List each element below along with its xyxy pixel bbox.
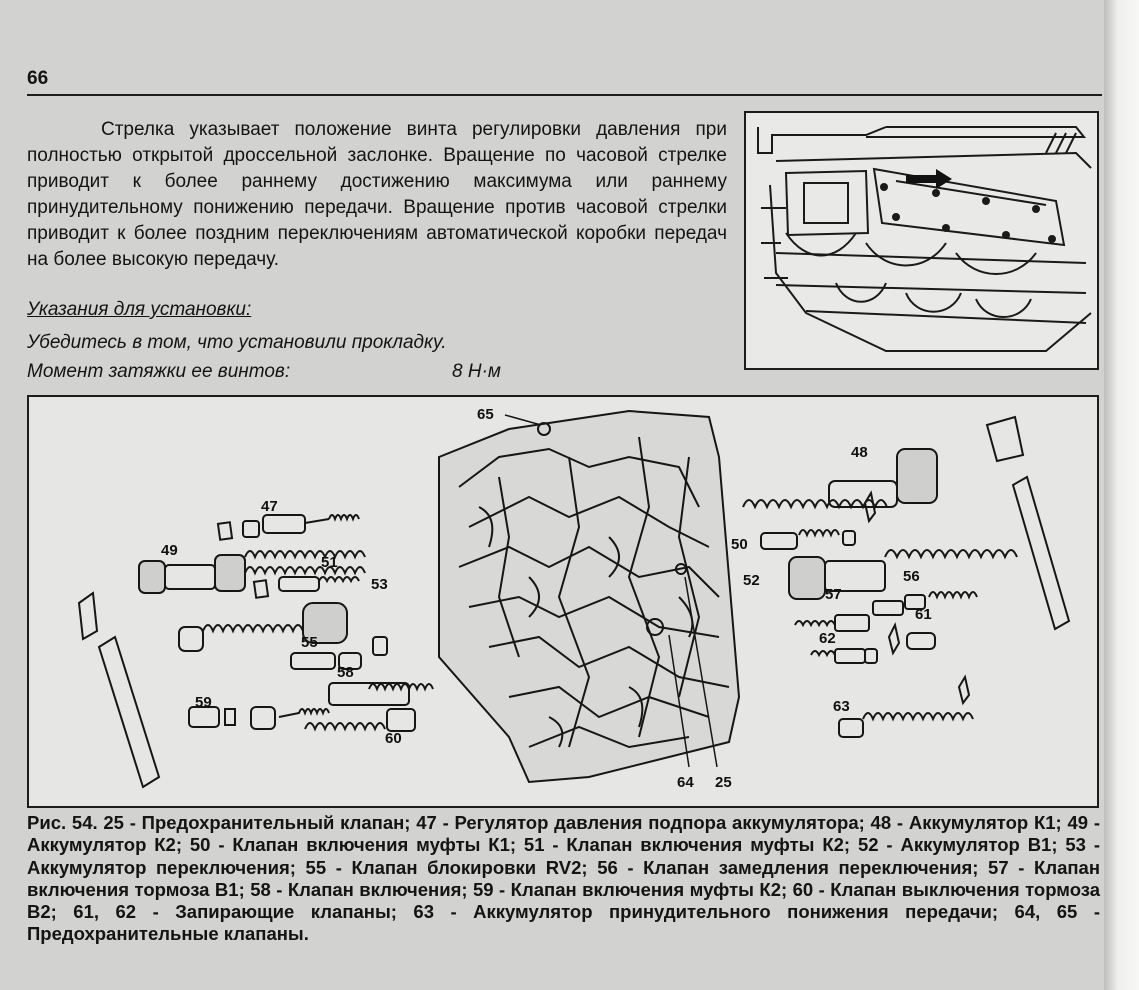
- body-paragraph: [27, 117, 727, 273]
- exploded-valve-diagram-illustration: [29, 397, 1097, 806]
- callout-62: 62: [819, 630, 836, 647]
- callout-53: 53: [371, 576, 388, 593]
- callout-59: 59: [195, 694, 212, 711]
- callout-50: 50: [731, 536, 748, 553]
- valve-body-photo: [744, 111, 1099, 370]
- install-note: Убедитесь в том, что установили прокладку.: [27, 332, 447, 353]
- callout-63: 63: [833, 698, 850, 715]
- valve-body-photo-illustration: [746, 113, 1097, 368]
- callout-55: 55: [301, 634, 318, 651]
- callout-58: 58: [337, 664, 354, 681]
- callout-25: 25: [715, 774, 732, 791]
- body-paragraph-text: Стрелка указывает положение винта регулировки давления при полностью открытой дроссельной заслонке. Вращение по часовой стрелке приводит к более раннему достижению максимума или раннему принудительному понижению передачи. Вращение против часовой стрелки приводит к более поздним переключениям автоматической коробки передач на более высокую передачу.: [27, 119, 727, 270]
- book-binding-edge: [1104, 0, 1139, 990]
- page-number: 66: [27, 68, 49, 89]
- callout-51: 51: [321, 554, 338, 571]
- callout-48: 48: [851, 444, 868, 461]
- callout-64: 64: [677, 774, 694, 791]
- callout-61: 61: [915, 606, 932, 623]
- callout-56: 56: [903, 568, 920, 585]
- callout-57: 57: [825, 586, 842, 603]
- callout-47: 47: [261, 498, 278, 515]
- callout-60: 60: [385, 730, 402, 747]
- callout-52: 52: [743, 572, 760, 589]
- callout-49: 49: [161, 542, 178, 559]
- exploded-valve-diagram: [27, 395, 1099, 808]
- install-heading: Указания для установки:: [27, 299, 252, 320]
- figure-caption: Рис. 54. 25 - Предохранительный клапан; 47 - Регулятор давления подпора аккумулятора; 48 - Аккумулятор К1; 49 - Аккумулятор К2; 50 - Клапан включения муфты К1; 51 - Клапан включения муфты К2; 52 - Аккумулятор В1; 53 - Аккумулятор переключения; 55 - Клапан блокировки RV2; 56 - Клапан замедления переключения; 57 - Клапан включения тормоза В1; 58 - Клапан включения; 59 - Клапан включения муфты К2; 60 - Клапан выключения тормоза В2; 61, 62 - Запирающие клапаны; 63 - Аккумулятор принудительного понижения передачи; 64, 65 - Предохранительные клапаны.: [27, 812, 1100, 945]
- header-rule: [27, 94, 1102, 96]
- torque-label: Момент затяжки ее винтов:: [27, 361, 291, 382]
- callout-65: 65: [477, 406, 494, 423]
- torque-value: 8 Н·м: [452, 361, 501, 382]
